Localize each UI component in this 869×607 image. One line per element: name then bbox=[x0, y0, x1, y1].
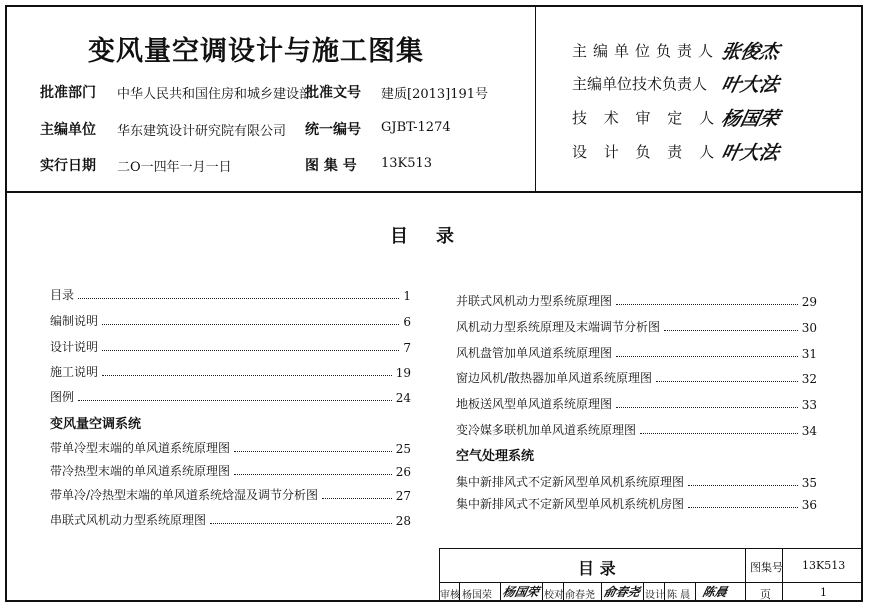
atlas-title: 变风量空调设计与施工图集 bbox=[88, 36, 424, 67]
atlas-number-label: 图集号 bbox=[750, 561, 783, 574]
approval-dept-value: 中华人民共和国住房和城乡建设部 bbox=[117, 87, 313, 102]
responsible-role: 主编单位技术负责人 bbox=[572, 75, 708, 93]
toc-entry: 地板送风型单风道系统原理图 33 bbox=[456, 397, 817, 412]
toc-heading: 目录 bbox=[390, 226, 482, 247]
check-name: 俞春尧 bbox=[565, 590, 595, 601]
toc-entry: 并联式风机动力型系统原理图 29 bbox=[456, 294, 817, 309]
toc-entry: 风机盘管加单风道系统原理图 31 bbox=[456, 346, 817, 361]
review-name: 杨国荣 bbox=[462, 590, 492, 601]
atlas-number-label: 图 集 号 bbox=[305, 158, 357, 174]
responsible-signature: 杨国荣 bbox=[719, 108, 782, 130]
check-label: 校对 bbox=[544, 590, 564, 601]
header-divider bbox=[5, 191, 863, 193]
page-label: 页 bbox=[760, 588, 771, 601]
approval-doc-label: 批准文号 bbox=[305, 85, 361, 101]
effective-date-label: 实行日期 bbox=[40, 158, 96, 174]
toc-entry: 窗边风机/散热器加单风道系统原理图 32 bbox=[456, 371, 817, 386]
toc-entry: 集中新排风式不定新风型单风机系统机房图 36 bbox=[456, 497, 817, 512]
toc-entry: 编制说明 6 bbox=[50, 314, 411, 329]
toc-entry: 设计说明 7 bbox=[50, 340, 411, 355]
toc-section-heading: 空气处理系统 bbox=[456, 449, 535, 464]
header-split-divider bbox=[535, 5, 536, 192]
responsible-role: 设 计 负 责 人 bbox=[572, 143, 721, 161]
responsible-signature: 叶大法 bbox=[719, 142, 782, 164]
responsible-signature: 张俊杰 bbox=[719, 41, 782, 63]
atlas-number-value: 13K513 bbox=[802, 559, 846, 572]
approval-doc-value: 建质[2013]191号 bbox=[381, 87, 489, 102]
toc-section-heading: 变风量空调系统 bbox=[50, 417, 142, 432]
approval-dept-label: 批准部门 bbox=[40, 85, 96, 101]
toc-entry: 施工说明 19 bbox=[50, 365, 411, 380]
design-name: 陈 晨 bbox=[667, 590, 691, 601]
toc-entry: 变冷媒多联机加单风道系统原理图 34 bbox=[456, 423, 817, 438]
atlas-number-value: 13K513 bbox=[381, 156, 433, 171]
page-number: 1 bbox=[820, 586, 827, 599]
editor-unit-label: 主编单位 bbox=[40, 122, 96, 138]
effective-date-value: 二O一四年一月一日 bbox=[117, 160, 232, 175]
toc-entry: 带冷热型末端的单风道系统原理图 26 bbox=[50, 464, 411, 479]
toc-entry: 集中新排风式不定新风型单风机系统原理图 35 bbox=[456, 475, 817, 490]
unified-number-value: GJBT-1274 bbox=[381, 120, 451, 135]
unified-number-label: 统一编号 bbox=[305, 122, 361, 138]
review-signature: 杨国荣 bbox=[501, 585, 541, 599]
toc-entry: 图例 24 bbox=[50, 390, 411, 405]
responsible-role: 技 术 审 定 人 bbox=[572, 109, 721, 127]
review-label: 审核 bbox=[440, 590, 460, 601]
responsible-role: 主编单位负责人 bbox=[572, 42, 720, 60]
title-block-name: 目 录 bbox=[578, 559, 616, 578]
toc-entry: 目录 1 bbox=[50, 288, 411, 303]
design-label: 设计 bbox=[645, 590, 665, 601]
toc-entry: 串联式风机动力型系统原理图 28 bbox=[50, 513, 411, 528]
design-signature: 陈晨 bbox=[701, 585, 729, 599]
toc-entry: 带单冷/冷热型末端的单风道系统焓湿及调节分析图 27 bbox=[50, 488, 411, 503]
check-signature: 俞春尧 bbox=[602, 585, 642, 599]
editor-unit-value: 华东建筑设计研究院有限公司 bbox=[117, 124, 287, 139]
toc-entry: 风机动力型系统原理及末端调节分析图 30 bbox=[456, 320, 817, 335]
responsible-signature: 叶大法 bbox=[719, 74, 782, 96]
toc-entry: 带单冷型末端的单风道系统原理图 25 bbox=[50, 441, 411, 456]
